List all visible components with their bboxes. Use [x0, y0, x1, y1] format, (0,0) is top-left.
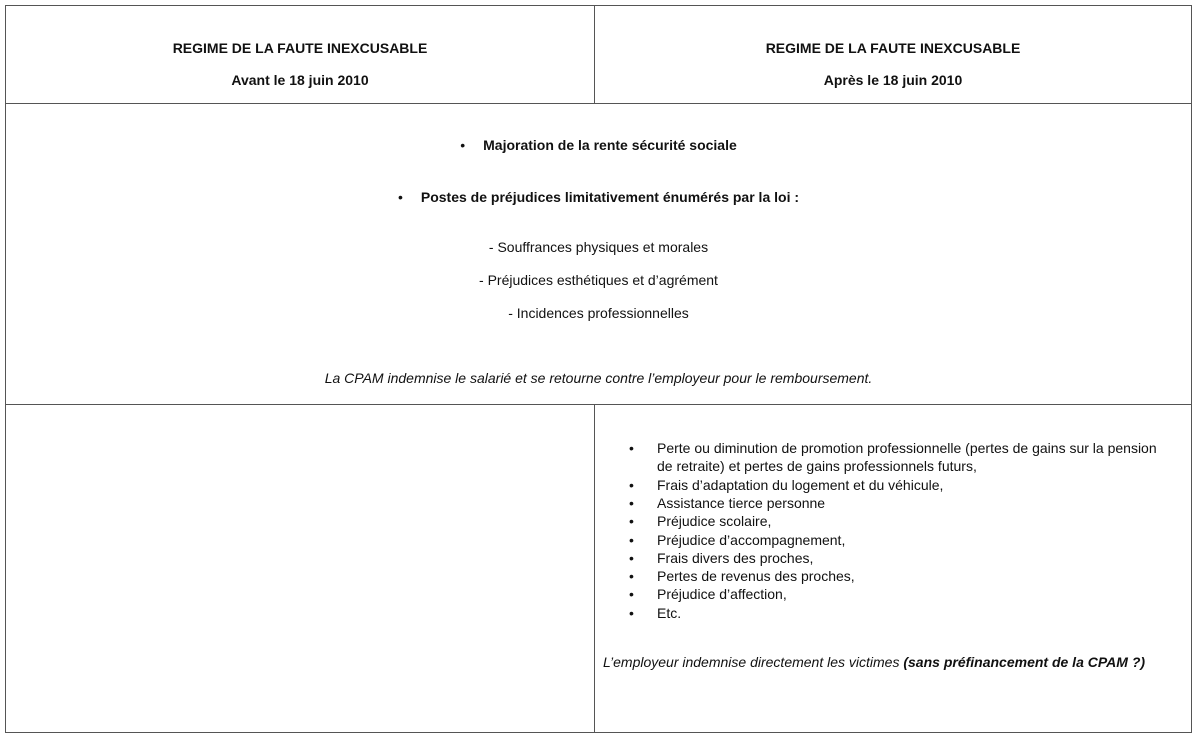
list-item-text: Perte ou diminution de promotion professionnelle (pertes de gains sur la pension de retraite) et pertes de gains professionnels futurs,	[657, 440, 1157, 475]
bottom-row	[6, 405, 1192, 733]
bullet-dot: •	[629, 568, 634, 585]
list-item-text: Préjudice d’accompagnement,	[657, 531, 846, 548]
list-item	[629, 549, 1159, 567]
sub-item-incidences: - Incidences professionnelles	[508, 305, 689, 322]
bottom-right-cell	[595, 405, 1192, 733]
list-item	[629, 512, 1159, 530]
header-cell-after	[595, 6, 1192, 104]
bullet-dot: •	[629, 531, 634, 548]
header-row	[6, 6, 1192, 104]
bullet-postes	[6, 189, 1191, 205]
bullet-dot: •	[629, 586, 634, 603]
bottom-left-empty-cell	[6, 405, 595, 733]
bullet-dot: •	[460, 137, 466, 154]
shared-regime-cell	[6, 104, 1192, 405]
bullet-dot: •	[397, 189, 403, 206]
bullet-postes-text: Postes de préjudices limitativement énumérés par la loi :	[420, 189, 800, 206]
bullet-dot: •	[629, 549, 634, 566]
list-item-text: Etc.	[657, 604, 682, 621]
list-item	[629, 604, 1159, 622]
header-cell-before	[6, 6, 595, 104]
sub-item-esthetiques: - Préjudices esthétiques et d’agrément	[479, 272, 718, 289]
list-item-text: Préjudice d’affection,	[657, 586, 787, 603]
list-item	[629, 494, 1159, 512]
bullet-dot: •	[629, 604, 634, 621]
list-item	[629, 476, 1159, 494]
cpam-note: La CPAM indemnise le salarié et se retourne contre l’employeur pour le remboursement.	[324, 370, 873, 387]
list-item	[629, 439, 1159, 476]
list-item	[629, 567, 1159, 585]
header-title-before: REGIME DE LA FAUTE INEXCUSABLE	[172, 40, 428, 56]
employer-note-italic: L’employeur indemnise directement les victimes	[603, 654, 904, 671]
list-item-text: Pertes de revenus des proches,	[657, 568, 855, 585]
list-item-text: Frais d’adaptation du logement et du véhicule,	[657, 476, 944, 493]
prejudice-list	[629, 439, 1159, 622]
list-item-text: Frais divers des proches,	[657, 549, 814, 566]
list-item	[629, 531, 1159, 549]
sub-item-souffrances: - Souffrances physiques et morales	[488, 239, 709, 256]
header-subtitle-after: Après le 18 juin 2010	[823, 72, 963, 88]
bullet-dot: •	[629, 513, 634, 530]
employer-note	[603, 653, 1183, 671]
list-item-text: Préjudice scolaire,	[657, 513, 772, 530]
bullet-majoration-text: Majoration de la rente sécurité sociale	[483, 137, 737, 154]
bullet-majoration	[6, 137, 1191, 153]
header-subtitle-before: Avant le 18 juin 2010	[231, 72, 369, 88]
bullet-dot: •	[629, 494, 634, 511]
comparison-table	[5, 5, 1192, 733]
bullet-dot: •	[629, 440, 634, 457]
employer-note-bold: (sans préfinancement de la CPAM ?)	[903, 654, 1146, 671]
list-item	[629, 585, 1159, 603]
shared-row	[6, 104, 1192, 405]
list-item-text: Assistance tierce personne	[657, 494, 826, 511]
bullet-dot: •	[629, 476, 634, 493]
header-title-after: REGIME DE LA FAUTE INEXCUSABLE	[765, 40, 1021, 56]
